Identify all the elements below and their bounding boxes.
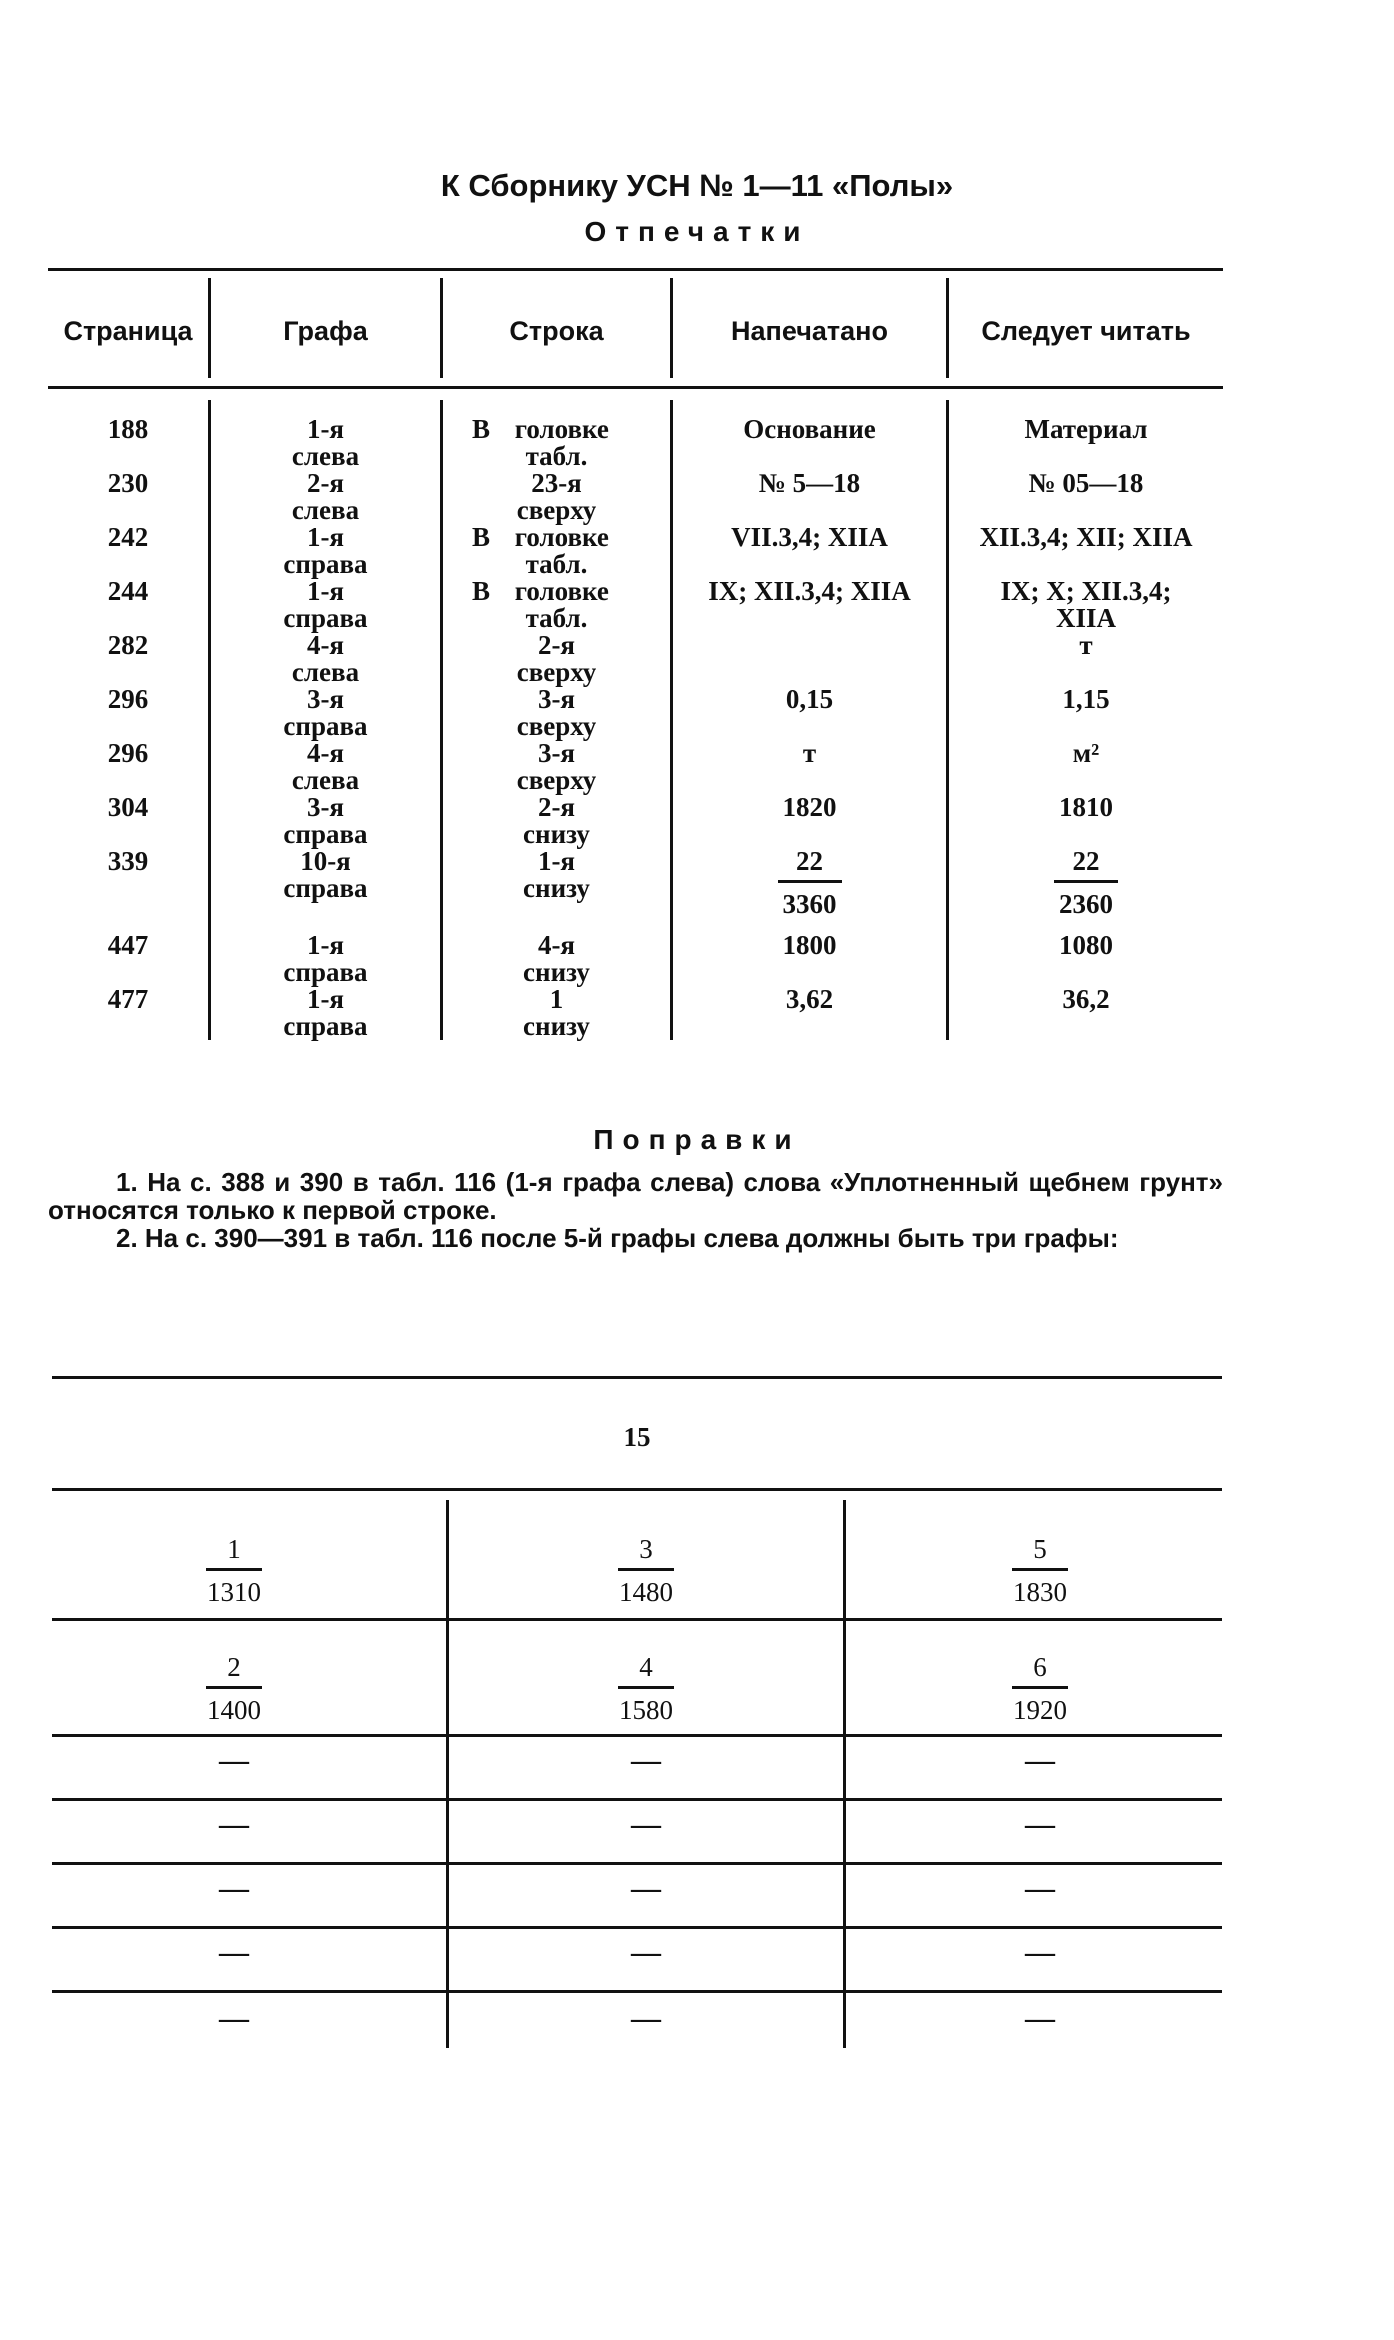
errata-printed-value: 0,15 (785, 684, 834, 714)
errata-column-ref: справа (283, 957, 368, 987)
errata-line-ref: В головке (472, 414, 609, 444)
fraction-bar (206, 1568, 262, 1571)
errata-correct-value: м² (1072, 738, 1100, 768)
empty-cell-dash: — (631, 1744, 661, 1777)
fraction-denominator: 1920 (1013, 1695, 1067, 1725)
errata-column-ref: справа (283, 549, 368, 579)
fraction-bar (618, 1686, 674, 1689)
fraction-numerator: 3 (639, 1534, 653, 1564)
errata-line-ref: табл. (525, 603, 588, 633)
table-row-rule (52, 1862, 1222, 1865)
fraction-bar (618, 1568, 674, 1571)
errata-column-ref: 3-я (306, 684, 345, 714)
errata-line-ref: 4-я (537, 930, 576, 960)
errata-column-ref: справа (283, 1011, 368, 1041)
errata-correct-value: № 05—18 (1028, 468, 1144, 498)
errata-printed-value: т (802, 738, 817, 768)
empty-cell-dash: — (1025, 1808, 1055, 1841)
empty-cell-dash: — (1025, 1936, 1055, 1969)
errata-line-ref: 1-я (537, 846, 576, 876)
errata-line-ref: 3-я (537, 738, 576, 768)
fraction-denominator: 2360 (1059, 889, 1113, 919)
errata-column-ref: 4-я (306, 738, 345, 768)
errata-column-ref: справа (283, 819, 368, 849)
errata-correct-value: т (1079, 630, 1093, 660)
errata-correct-value: Материал (1024, 414, 1148, 444)
fraction-bar (1012, 1568, 1068, 1571)
fraction-denominator: 1830 (1013, 1577, 1067, 1607)
inserted-fraction-cell (890, 1652, 1190, 1725)
empty-cell-dash: — (219, 2002, 249, 2035)
errata-column-ref: слева (291, 495, 360, 525)
section-title-corrections: Поправки (593, 1124, 801, 1155)
fraction-denominator: 1580 (619, 1695, 673, 1725)
fraction-denominator: 1480 (619, 1577, 673, 1607)
errata-line-ref: сверху (516, 765, 597, 795)
fraction-bar (1054, 880, 1118, 883)
errata-printed-value: 1820 (782, 792, 837, 822)
errata-printed-value: № 5—18 (758, 468, 861, 498)
errata-printed-value: Основание (743, 414, 876, 444)
errata-correct-value: IX; X; XII.3,4; (1000, 576, 1172, 606)
errata-line-ref: В головке (472, 576, 609, 606)
column-header-line: Строка (509, 316, 604, 346)
empty-cell-dash: — (631, 1872, 661, 1905)
inserted-fraction-cell (496, 1534, 796, 1607)
fraction-numerator: 1 (227, 1534, 241, 1564)
document-title: К Сборнику УСН № 1—11 «Полы» (440, 168, 954, 203)
column-divider (843, 1500, 846, 2048)
column-header-column: Графа (283, 316, 368, 346)
table-row-rule (52, 1990, 1222, 1993)
fraction-numerator: 6 (1033, 1652, 1047, 1682)
fraction-bar (778, 880, 842, 883)
empty-cell-dash: — (219, 1936, 249, 1969)
errata-line-ref: 2-я (537, 792, 576, 822)
inserted-fraction-cell (890, 1534, 1190, 1607)
errata-line-ref: сверху (516, 495, 597, 525)
errata-line-ref: 3-я (537, 684, 576, 714)
errata-column-ref: слева (291, 441, 360, 471)
errata-printed-value: VII.3,4; XIIA (731, 522, 888, 552)
table-row-rule (52, 1798, 1222, 1801)
empty-cell-dash: — (631, 1808, 661, 1841)
errata-line-ref: сверху (516, 711, 597, 741)
empty-cell-dash: — (1025, 1744, 1055, 1777)
errata-line-ref: табл. (525, 441, 588, 471)
errata-page-number: 477 (107, 984, 149, 1014)
errata-line-ref: табл. (525, 549, 588, 579)
errata-page-number: 244 (107, 576, 149, 606)
errata-column-ref: 1-я (306, 414, 345, 444)
errata-printed-value: 3,62 (785, 984, 834, 1014)
errata-column-ref: 1-я (306, 522, 345, 552)
errata-line-ref: 23-я (531, 468, 582, 498)
empty-cell-dash: — (1025, 1872, 1055, 1905)
errata-correct-value: 36,2 (1062, 984, 1110, 1014)
errata-column-ref: 2-я (306, 468, 345, 498)
errata-page-number: 230 (107, 468, 149, 498)
errata-column-ref: слева (291, 765, 360, 795)
fraction-numerator: 22 (1072, 846, 1100, 876)
fraction-numerator: 22 (796, 846, 823, 876)
inserted-table-header: 15 (623, 1422, 651, 1452)
errata-correct-value: XII.3,4; XII; XIIA (979, 522, 1193, 552)
table-top-rule (48, 268, 1223, 271)
errata-correct-value: XIIA (1055, 603, 1116, 633)
errata-column-ref: 1-я (306, 576, 345, 606)
errata-line-ref: снизу (523, 1011, 590, 1041)
errata-column-ref: 4-я (306, 630, 345, 660)
column-header-should-read: Следует читать (981, 316, 1191, 346)
errata-column-ref: 1-я (306, 930, 345, 960)
table-header-rule (48, 386, 1223, 389)
errata-correct-fraction (949, 846, 1223, 919)
errata-line-ref: 2-я (537, 630, 576, 660)
correction-paragraph-2: 2. На с. 390—391 в табл. 116 после 5-й графы слева должны быть три графы: (116, 1223, 1119, 1253)
inserted-fraction-cell (84, 1534, 384, 1607)
errata-page-number: 304 (107, 792, 149, 822)
inserted-fraction-cell (496, 1652, 796, 1725)
fraction-bar (206, 1686, 262, 1689)
errata-line-ref: сверху (516, 657, 597, 687)
errata-page-number: 188 (107, 414, 149, 444)
table-row-rule (52, 1618, 1222, 1621)
errata-column-ref: 1-я (306, 984, 345, 1014)
errata-column-ref: справа (283, 603, 368, 633)
fraction-denominator: 1310 (207, 1577, 261, 1607)
empty-cell-dash: — (219, 1872, 249, 1905)
inserted-table-top-rule (52, 1376, 1222, 1379)
fraction-numerator: 4 (639, 1652, 653, 1682)
errata-line-ref: снизу (523, 873, 590, 903)
errata-line-ref: снизу (523, 957, 590, 987)
fraction-numerator: 2 (227, 1652, 241, 1682)
errata-page-number: 447 (107, 930, 149, 960)
errata-page-number: 282 (107, 630, 149, 660)
fraction-numerator: 5 (1033, 1534, 1047, 1564)
errata-printed-fraction (673, 846, 946, 919)
table-row-rule (52, 1926, 1222, 1929)
correction-paragraph-1: 1. На с. 388 и 390 в табл. 116 (1-я графа слева) слова «Уплотненный щебнем грунт» относятся только к первой строке. (48, 1167, 1223, 1225)
empty-cell-dash: — (631, 2002, 661, 2035)
errata-column-ref: справа (283, 711, 368, 741)
fraction-bar (1012, 1686, 1068, 1689)
column-divider (446, 1500, 449, 2048)
errata-line-ref: В головке (472, 522, 609, 552)
empty-cell-dash: — (219, 1808, 249, 1841)
errata-page-number: 296 (107, 684, 149, 714)
errata-correct-value: 1810 (1059, 792, 1113, 822)
errata-line-ref: 1 (549, 984, 564, 1014)
errata-line-ref: снизу (523, 819, 590, 849)
table-row-rule (52, 1734, 1222, 1737)
inserted-table-header-rule (52, 1488, 1222, 1491)
section-title-misprints: Отпечатки (584, 216, 810, 247)
empty-cell-dash: — (219, 1744, 249, 1777)
errata-printed-value: 1800 (782, 930, 837, 960)
errata-column-ref: 3-я (306, 792, 345, 822)
errata-page-number: 296 (107, 738, 149, 768)
errata-correct-value: 1,15 (1062, 684, 1110, 714)
errata-printed-value: IX; XII.3,4; XIIA (708, 576, 911, 606)
column-header-printed: Напечатано (731, 316, 888, 346)
errata-page-number: 242 (107, 522, 149, 552)
errata-page-number: 339 (107, 846, 149, 876)
fraction-denominator: 1400 (207, 1695, 261, 1725)
column-header-page: Страница (63, 316, 193, 346)
empty-cell-dash: — (1025, 2002, 1055, 2035)
errata-column-ref: слева (291, 657, 360, 687)
errata-correct-value: 1080 (1059, 930, 1113, 960)
fraction-denominator: 3360 (782, 889, 837, 919)
empty-cell-dash: — (631, 1936, 661, 1969)
errata-column-ref: справа (283, 873, 368, 903)
errata-column-ref: 10-я (300, 846, 351, 876)
inserted-fraction-cell (84, 1652, 384, 1725)
